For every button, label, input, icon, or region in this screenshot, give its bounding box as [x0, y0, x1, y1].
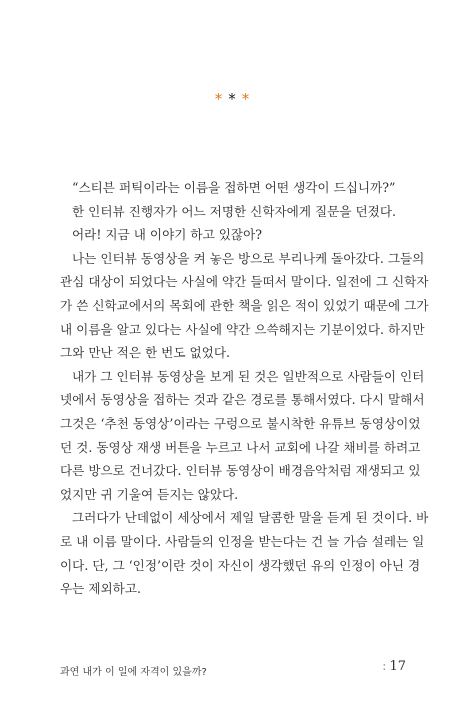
paragraph	[60, 200, 408, 224]
paragraph-line: 던 것. 동영상 재생 버튼을 누르고 나서 교회에 나갈 채비를 하려고	[60, 439, 421, 455]
paragraph-line: 내가 그 인터뷰 동영상을 보게 된 것은 일반적으로 사람들이 인터	[72, 368, 425, 384]
ornament-star-left: *	[214, 90, 229, 108]
page-number-separator: :	[382, 659, 387, 674]
paragraph-line: 그것은 ‘추천 동영상’이라는 구렁으로 불시착한 유튜브 동영상이었	[60, 415, 421, 431]
paragraph	[60, 247, 429, 365]
page-number	[382, 659, 406, 674]
paragraph-line: 이다. 단, 그 ‘인정’이란 것이 자신이 생각했던 유의 인정이 아닌 경	[60, 557, 421, 573]
paragraph-line: 었지만 귀 기울여 듣지는 않았다.	[60, 486, 239, 502]
paragraph-line: 그와 만난 적은 한 번도 없었다.	[60, 345, 231, 361]
ornament-star-right: *	[241, 90, 256, 108]
ornament-star-middle: *	[228, 90, 242, 108]
paragraph-line: “스티븐 퍼틱이라는 이름을 접하면 어떤 생각이 드십니까?”	[72, 180, 396, 195]
body-text	[60, 176, 429, 601]
paragraph-line: 어라! 지금 내 이야기 하고 있잖아?	[72, 227, 262, 243]
paragraph-line: 넷에서 동영상을 접하는 것과 같은 경로를 통해서였다. 다시 말해서	[60, 392, 425, 408]
paragraph	[60, 223, 408, 247]
paragraph-line: 한 인터뷰 진행자가 어느 저명한 신학자에게 질문을 던졌다.	[72, 203, 396, 219]
paragraph-line: 그러다가 난데없이 세상에서 제일 달콤한 말을 듣게 된 것이다. 바	[72, 510, 429, 526]
paragraph-line: 다른 방으로 건너갔다. 인터뷰 동영상이 배경음악처럼 재생되고 있	[60, 463, 421, 479]
running-title: 과연 내가 이 일에 자격이 있을까?	[60, 667, 207, 678]
page-number-value: 17	[389, 659, 406, 674]
paragraph-line: 관심 대상이 되었다는 사실에 약간 들떠서 말이다. 일전에 그 신학자	[60, 274, 429, 290]
paragraph	[60, 176, 408, 200]
paragraph	[60, 365, 425, 507]
paragraph-line: 내 이름을 알고 있다는 사실에 약간 으쓱해지는 기분이었다. 하지만	[60, 321, 425, 337]
section-break-ornament	[0, 90, 470, 108]
paragraph-line: 가 쓴 신학교에서의 목회에 관한 책을 읽은 적이 있었기 때문에 그가	[60, 297, 429, 313]
paragraph-line: 로 내 이름 말이다. 사람들의 인정을 받는다는 건 늘 가슴 설레는 일	[60, 533, 425, 549]
paragraph	[60, 506, 429, 600]
paragraph-line: 나는 인터뷰 동영상을 켜 놓은 방으로 부리나케 돌아갔다. 그들의	[72, 250, 425, 266]
paragraph-line: 우는 제외하고.	[60, 581, 141, 597]
